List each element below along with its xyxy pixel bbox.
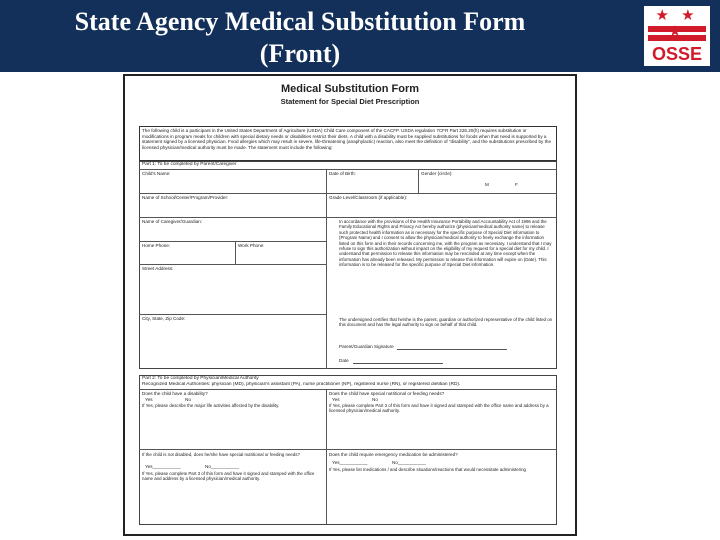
signature-line xyxy=(397,349,507,350)
caregiver-label: Name of Caregiver/Guardian: xyxy=(142,219,203,224)
city-label: City, State, Zip Code: xyxy=(142,316,186,321)
hipaa-authorization-text: In accordance with the provisions of the Health Insurance Portability and Accountability Act of 1996 and the Family Educational Rights and Privacy Act hereby authorize (physician/medical authority name) to release such protected health information as is necessary for the specific purpose of Special Diet information to (Program Name) and I consent to allow the physician/medical authority to freely exchange the information listed on this form and in their records concerning me, with the program as necessary. I understand that I may refuse to sign this authorization without impact on the eligibility of my request for a special diet for my child. I understand that permission to release this information may be rescinded at any time except when the information has already been released. My permission to release this information will expire on (Date). This information is to be released for the specific purpose of Special Diet information. xyxy=(339,219,552,268)
childs-name-label: Child's Name: xyxy=(142,171,171,176)
certify-text: The undersigned certifies that he/she is the parent, guardian or authorized representative of the child listed on this document and has the legal authority to sign on behalf of that child. xyxy=(339,317,553,328)
q-not-disabled-yes: Yes___________ xyxy=(145,464,181,469)
school-label: Name of School/Center/Program/Provider: xyxy=(142,195,229,200)
divider xyxy=(139,389,557,390)
form-title: Medical Substitution Form xyxy=(280,83,420,95)
form-intro: The following child is a participant in the United States Department of Agriculture (USDA) Child Care component of the CACFP. USDA regulation 7CFR Part 226.20(h) requires substitution or modifications in program meals for children with special dietary needs or disabilities restrict their diets. A child with a disability must be supplied substitutions for foods when that need is supported by a statement signed by a licensed physician. Food allergies which may result in severe, life-threatening (anaphylactic) reaction, also meet the definition of "disability", and the substitutions prescribed by the licensed physician/medical authority must be made. The statement must include the following: xyxy=(139,126,557,161)
slide-title-line2: (Front) xyxy=(259,39,341,68)
gender-m: M xyxy=(485,182,489,187)
q-not-disabled-no: No___________ xyxy=(205,464,239,469)
q-disability-yes: Yes xyxy=(145,397,153,402)
gender-label: Gender (circle): xyxy=(421,171,453,176)
q-emergency-yes: Yes___________ xyxy=(332,460,368,465)
divider xyxy=(139,169,557,170)
q-emergency-note: If Yes, please list medications / and describe situations/reactions that would necessitate administering xyxy=(329,467,526,472)
divider xyxy=(139,314,326,315)
q-nutritional: Does the child have special nutritional or feeding needs? xyxy=(329,391,445,396)
gender-f: F xyxy=(515,182,518,187)
q-not-disabled: If the child is not disabled, does he/she have special nutritional or feeding needs? xyxy=(142,452,300,457)
q-disability-no: No xyxy=(185,397,191,402)
grade-label: Grade Level/Classroom (if applicable): xyxy=(329,195,408,200)
divider xyxy=(139,241,326,242)
form-page xyxy=(123,74,577,536)
date-label: Date xyxy=(339,358,349,363)
logo-bar-top xyxy=(648,26,706,32)
divider xyxy=(418,169,419,193)
slide-title-line1: State Agency Medical Substitution Form xyxy=(74,7,526,36)
divider xyxy=(326,169,327,369)
divider xyxy=(139,217,557,218)
q-disability: Does the child have a disability? xyxy=(142,391,208,396)
q-nutritional-note: If Yes, please complete Part 3 of this form and have it signed and stamped with the office name and address by a licensed physician/medical authority. xyxy=(329,403,549,414)
home-phone-label: Home Phone: xyxy=(142,243,171,248)
q-emergency: Does the child require emergency medication be administered? xyxy=(329,452,458,457)
slide-title xyxy=(0,6,600,70)
logo-stars: ★ ★ xyxy=(655,7,699,24)
part1-heading: Part 1: To be completed by Parent/Caregiver xyxy=(140,162,556,168)
q-nutritional-yes: Yes xyxy=(332,397,340,402)
form-subtitle: Statement for Special Diet Prescription xyxy=(280,97,420,106)
q-not-disabled-note: If Yes, please complete Part 3 of this form and have it signed and stamped with the office name and address by a licensed physician/medical authority. xyxy=(142,471,315,482)
divider xyxy=(139,193,557,194)
osse-logo xyxy=(644,6,710,66)
q-disability-note: If Yes, please describe the major life activities affected by the disability. xyxy=(142,403,280,408)
q-emergency-no: No___________ xyxy=(392,460,426,465)
slide-header xyxy=(0,0,720,72)
date-line xyxy=(353,363,443,364)
logo-text: OSSE xyxy=(651,44,703,64)
divider xyxy=(235,241,236,264)
divider xyxy=(139,264,326,265)
dob-label: Date of Birth: xyxy=(329,171,356,176)
signature-label: Parent/Guardian Signature xyxy=(339,344,394,349)
divider xyxy=(326,389,327,525)
work-phone-label: Work Phone: xyxy=(238,243,265,248)
part2-heading: Part 2: To be completed by Physician/Medical Authority xyxy=(140,376,556,382)
part2-box xyxy=(139,375,557,525)
street-label: Street Address: xyxy=(142,266,174,271)
part2-authorities: Recognized Medical Authorities: physician (MD), physician's assistant (PA), nurse practitioner (NP), registered nurse (RN), or registered dietitian (RD). xyxy=(140,382,556,388)
divider xyxy=(139,449,557,450)
q-nutritional-no: No xyxy=(372,397,378,402)
logo-bar-bottom xyxy=(648,35,706,41)
